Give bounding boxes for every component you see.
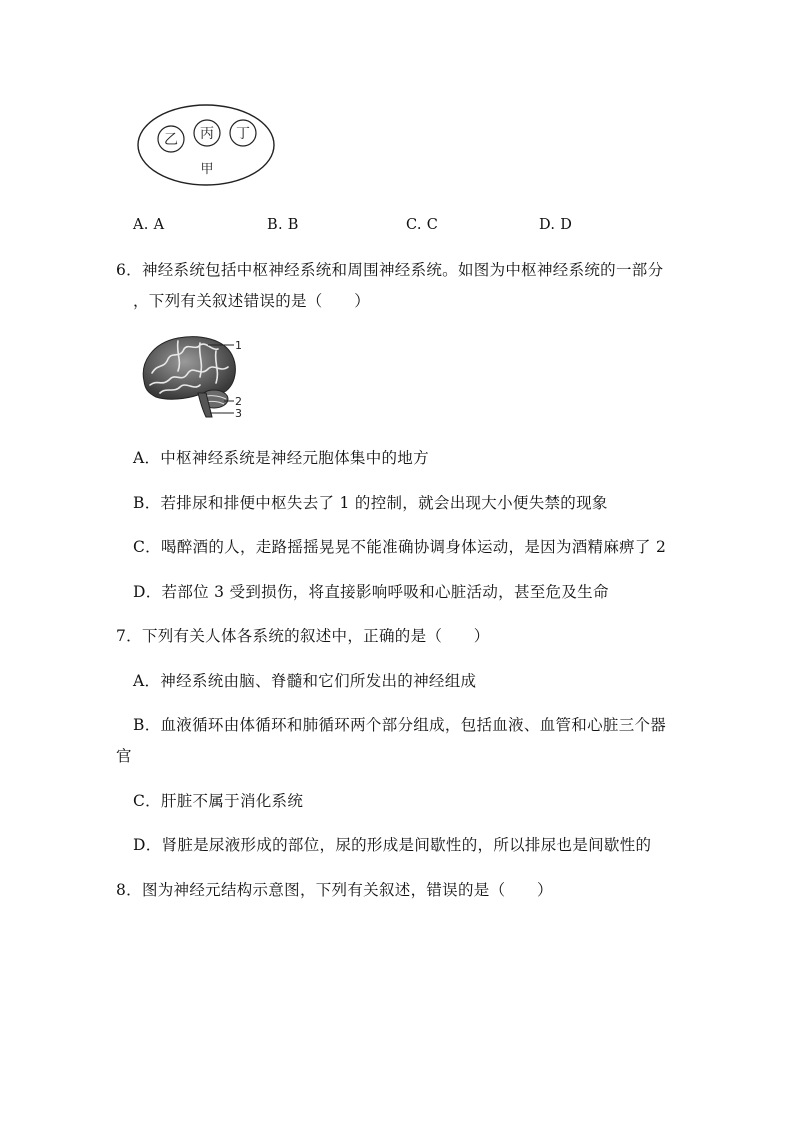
inner-label-bing: 丙 [200,126,214,142]
q7-option-b-continued: 官 [116,747,132,765]
q6-option-c[interactable]: C．喝醉酒的人，走路摇摇晃晃不能准确协调身体运动，是因为酒精麻痹了 2 [133,538,667,556]
q7-option-b[interactable]: B．血液循环由体循环和肺循环两个部分组成，包括血液、血管和心脏三个器 [133,716,667,734]
figure-label-2: 2 [235,395,242,408]
set-diagram [134,103,280,189]
figure-label-3: 3 [235,407,242,419]
q7-option-c[interactable]: C．肝脏不属于消化系统 [133,792,304,810]
q7-option-d[interactable]: D．肾脏是尿液形成的部位，尿的形成是间歇性的，所以排尿也是间歇性的 [133,836,652,854]
inner-label-ding: 丁 [236,126,250,142]
q6-option-d[interactable]: D．若部位 3 受到损伤，将直接影响呼吸和心脏活动，甚至危及生命 [133,583,609,601]
q6-option-b[interactable]: B．若排尿和排便中枢失去了 1 的控制，就会出现大小便失禁的现象 [133,494,608,512]
q5-option-b[interactable]: B. B [267,217,299,233]
outer-label-jia: 甲 [200,162,214,177]
inner-label-yi: 乙 [164,132,178,148]
q6-stem-line1: 6．神经系统包括中枢神经系统和周围神经系统。如图为中枢神经系统的一部分 [116,261,664,279]
q6-option-a[interactable]: A．中枢神经系统是神经元胞体集中的地方 [133,449,429,467]
brain-figure [138,333,248,419]
q5-option-c[interactable]: C. C [406,217,439,233]
q8-stem: 8．图为神经元结构示意图，下列有关叙述，错误的是（ ） [116,881,553,899]
q7-stem: 7．下列有关人体各系统的叙述中，正确的是（ ） [116,627,490,645]
figure-label-1: 1 [235,339,242,352]
q5-option-d[interactable]: D. D [539,217,573,233]
q6-stem-line2: ，下列有关叙述错误的是（ ） [133,292,371,310]
q5-option-a[interactable]: A. A [133,217,165,233]
q7-option-a[interactable]: A．神经系统由脑、脊髓和它们所发出的神经组成 [133,672,477,690]
